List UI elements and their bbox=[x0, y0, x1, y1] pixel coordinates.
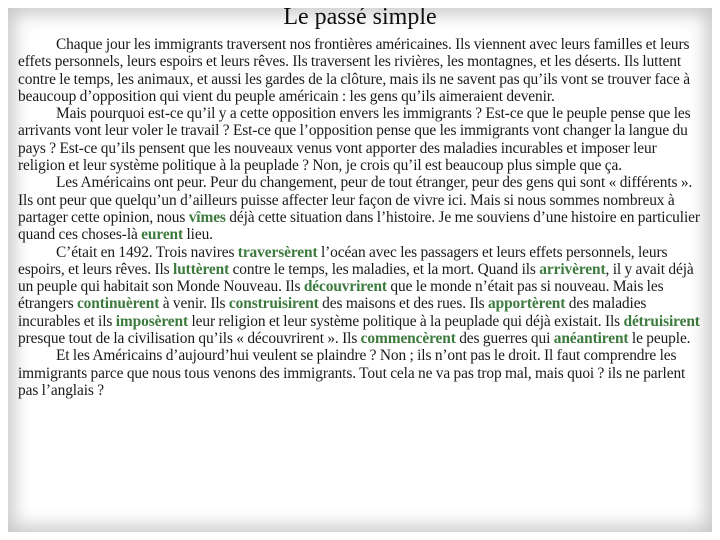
text-run: contre le temps, les maladies, et la mort. Quand ils bbox=[229, 260, 540, 278]
text-run: que le monde n’était pas si nouveau. Mais les étrangers bbox=[18, 278, 664, 313]
passe-simple-verb: apportèrent bbox=[488, 295, 566, 313]
paragraph bbox=[18, 105, 702, 174]
passe-simple-verb: commencèrent bbox=[360, 330, 456, 348]
text-run: l’océan avec les passagers et leurs effets personnels, leurs espoirs, et leurs rêves. Ils bbox=[18, 243, 668, 278]
passe-simple-verb: vîmes bbox=[188, 208, 226, 226]
passe-simple-verb: imposèrent bbox=[115, 312, 188, 330]
passe-simple-verb: détruisirent bbox=[623, 312, 700, 330]
text-run: des maisons et des rues. Ils bbox=[318, 295, 489, 313]
paragraph bbox=[18, 347, 702, 399]
passe-simple-verb: anéantirent bbox=[553, 330, 629, 348]
text-run: lieu. bbox=[183, 226, 213, 244]
text-run: des maladies incurables et ils bbox=[18, 295, 647, 330]
paragraph bbox=[18, 244, 702, 348]
passe-simple-verb: découvrirent bbox=[303, 278, 387, 296]
text-run: le peuple. bbox=[628, 330, 691, 348]
passe-simple-verb: continuèrent bbox=[76, 295, 160, 313]
text-run: des guerres qui bbox=[455, 330, 554, 348]
text-run: à venir. Ils bbox=[159, 295, 229, 313]
text-run: Mais pourquoi est-ce qu’il y a cette opposition envers les immigrants ? Est-ce que le peuple pense que les arrivants vont leur voler le travail ? Est-ce que l’opposition pense que les immigrants vont changer la langue du pays ? Est-ce qu’ils pensent que les nouveaux venus vont apporter des maladies incurables et imposer leur religion et leur système politique à la peuplade ? Non, je crois qu’il est beaucoup plus simple que ça. bbox=[18, 105, 691, 175]
text-run: presque tout de la civilisation qu’ils « découvrirent ». Ils bbox=[18, 330, 361, 348]
passe-simple-verb: arrivèrent bbox=[539, 260, 606, 278]
text-run: déjà cette situation dans l’histoire. Je me souviens d’une histoire en particulier quand ces choses-là bbox=[18, 208, 700, 244]
paragraph bbox=[18, 36, 702, 105]
text-run: leur religion et leur système politique à la peuplade qui déjà existait. Ils bbox=[188, 312, 624, 330]
passe-simple-verb: luttèrent bbox=[173, 260, 230, 278]
paragraph bbox=[18, 174, 702, 243]
page-title: Le passé simple bbox=[283, 4, 437, 30]
passe-simple-verb: construisirent bbox=[228, 295, 319, 313]
passe-simple-verb: traversèrent bbox=[237, 243, 318, 261]
text-run: , il y avait déjà un peuple qui habitait son Monde Nouveau. Ils bbox=[18, 260, 694, 296]
passe-simple-verb: eurent bbox=[141, 226, 184, 244]
text-run: C’était en 1492. Trois navires bbox=[56, 243, 238, 261]
text-run: Et les Américains d’aujourd’hui veulent se plaindre ? Non ; ils n’ont pas le droit. Il faut comprendre les immigrants parce que nous tous venons des immigrants. Tout cela ne va pas trop mal, mais quoi ? ils ne parlent pas l’anglais ? bbox=[18, 347, 686, 399]
text-run: Les Américains ont peur. Peur du changement, peur de tout étranger, peur des gens qui sont « différents ». Ils ont peur que quelqu’un d’ailleurs puisse affecter leur façon de vivre ici. Mais si nous sommes nombreux à partager cette opinion, nous bbox=[18, 174, 693, 226]
text-run: Chaque jour les immigrants traversent nos frontières américaines. Ils viennent avec leurs familles et leurs effets personnels, leurs espoirs et leurs rêves. Ils traversent les rivières, les montagnes, et les déserts. Ils luttent contre le temps, les animaux, et aussi les gardes de la clôture, mais ils ne savent pas qu’ils vont se trouver face à beaucoup d’opposition qui vient du peuple américain : les gens qu’ils aimeraient devenir. bbox=[18, 36, 690, 105]
text-body bbox=[18, 36, 702, 399]
